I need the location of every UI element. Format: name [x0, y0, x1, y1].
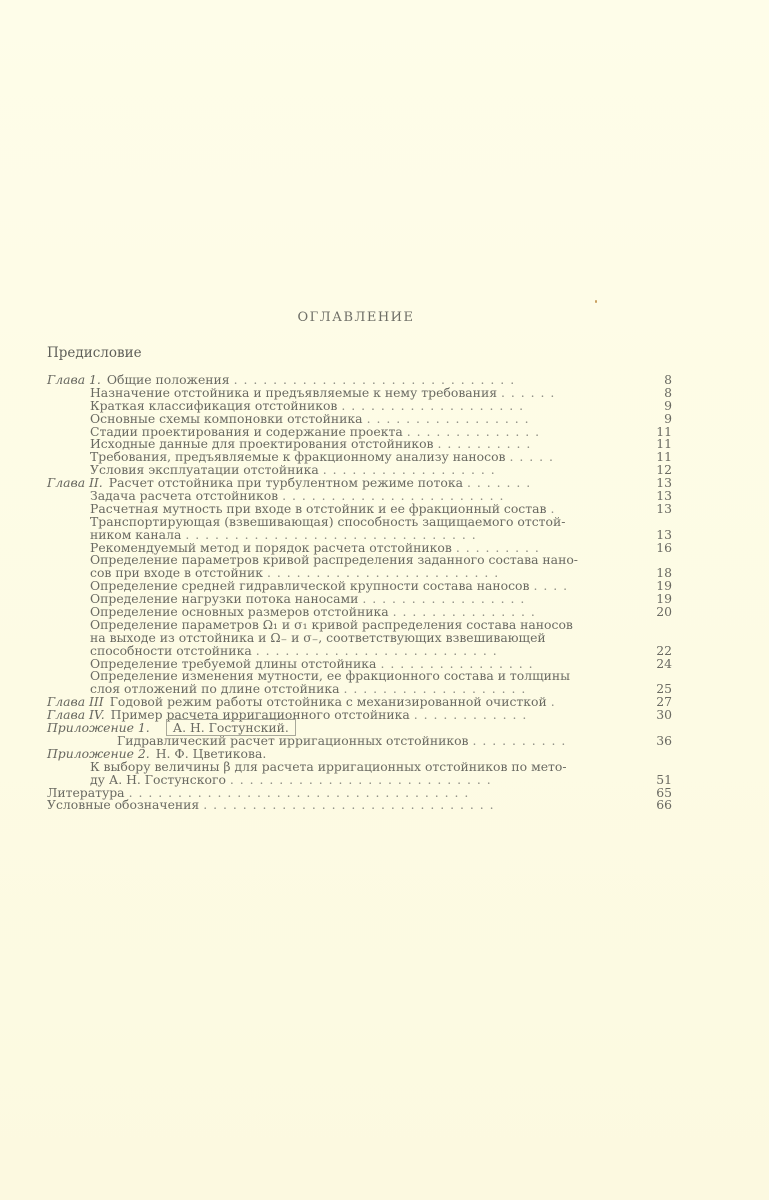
- toc-entry: [47, 799, 672, 812]
- toc-leader-dots: . . . . . . . . . .: [472, 732, 567, 748]
- toc-leader-dots: . . . . . . . . .: [455, 539, 540, 555]
- toc-page-number: 18: [656, 565, 672, 581]
- toc-leader-dots: . . . . . . . . . . . . . . . . . . . . . . .: [282, 488, 505, 504]
- toc-page-number: 65: [656, 784, 672, 800]
- toc-entry-title: ником канала: [90, 526, 182, 542]
- toc-entry-title: Исходные данные для проектирования отстойников: [90, 436, 434, 452]
- toc-chapter-label: Глава III: [47, 694, 104, 710]
- toc-entry-title: на выходе из отстойника и Ω₋ и σ₋, соответствующих взвешивающей: [90, 629, 546, 645]
- toc-leader-dots: . . . . . .: [501, 384, 556, 400]
- toc-entry-title: Расчетная мутность при входе в отстойник и ее фракционный состав: [90, 500, 547, 516]
- toc-leader-dots: .: [550, 500, 556, 516]
- toc-entry-title: Краткая классификация отстойников: [90, 397, 338, 413]
- toc-entry-title: Определение нагрузки потока наносами: [90, 591, 359, 607]
- toc-entry-title: Определение средней гидравлической крупности состава наносов: [90, 578, 530, 594]
- toc-page-number: 30: [656, 707, 672, 723]
- toc-page-number: 8: [664, 372, 672, 387]
- toc-entry-title: Определение основных размеров отстойника: [90, 604, 389, 620]
- toc-entry-title: Определение изменения мутности, ее фракционного состава и толщины: [90, 668, 570, 684]
- toc-page-number: 13: [656, 500, 672, 516]
- toc-page-number: 13: [656, 526, 672, 542]
- toc-entry-title: сов при входе в отстойник: [90, 565, 264, 581]
- toc-page-number: 11: [656, 449, 672, 465]
- toc-leader-dots: . . . . . . . . . . . . . .: [406, 423, 541, 439]
- toc-entry-text: [47, 799, 495, 812]
- toc-page-number: 19: [656, 591, 672, 607]
- toc-leader-dots: . . . . . . . . . . . . . . . . . . . . . . . . . . . . . .: [185, 526, 477, 542]
- toc-chapter-label: Приложение 2.: [47, 745, 150, 761]
- toc-leader-dots: . . . . . . . . . . . . . . . . . . . . . . . . . . . . .: [233, 372, 516, 387]
- toc-leader-dots: . . . . . . . . . . . .: [413, 707, 528, 723]
- toc-page-number: 22: [656, 642, 672, 658]
- toc-preface: Предисловие: [47, 345, 142, 361]
- toc-leader-dots: . . . . . . .: [466, 475, 532, 491]
- toc-entry-title: Расчет отстойника при турбулентном режиме потока: [108, 475, 463, 491]
- toc-title: ОГЛАВЛЕНИЕ: [297, 310, 415, 325]
- toc-leader-dots: . . . . . . . . . . . . . . . . . . . . . . . . . . . . . . . . . . .: [128, 784, 470, 800]
- toc-page-number: 19: [656, 578, 672, 594]
- toc-page-number: 12: [656, 462, 672, 478]
- toc-leader-dots: . . . .: [533, 578, 569, 594]
- toc-entry-title: Н. Ф. Цветикова.: [155, 745, 267, 761]
- toc-entry-title: Рекомендуемый метод и порядок расчета отстойников: [90, 539, 452, 555]
- toc-leader-dots: . . . . . . . . . . . . . . . . . . . . . . . . . . . . . .: [203, 797, 495, 813]
- toc-entry-title: Транспортирующая (взвешивающая) способность защищаемого отстой-: [90, 513, 566, 529]
- toc-leader-dots: . . . . . . . . . . . . . . . . . . .: [343, 681, 527, 697]
- toc-page-number: 36: [656, 732, 672, 748]
- toc-entry-title: Стадии проектирования и содержание проекта: [90, 423, 403, 439]
- toc-entry-title: Пример расчета ирригационного отстойника: [110, 707, 410, 723]
- toc-leader-dots: . . . . . . . . . . . . . . . .: [380, 655, 534, 671]
- toc-page-number: 51: [656, 771, 672, 787]
- toc-page-number: 11: [656, 423, 672, 439]
- toc-page-number: 11: [656, 436, 672, 452]
- toc-page-number: 27: [656, 694, 672, 710]
- toc-page-number: 66: [656, 797, 672, 813]
- toc-page-number: 13: [656, 475, 672, 491]
- toc-page-number: 13: [656, 488, 672, 504]
- paper-speck: [595, 300, 597, 303]
- toc-chapter-label: Приложение 1.: [47, 720, 150, 736]
- toc-entry-title: Задача расчета отстойников: [90, 488, 279, 504]
- toc-chapter-label: Глава 1.: [47, 372, 101, 387]
- toc-leader-dots: . . . . . . . . . . . . . . . . . . . . . . . .: [267, 565, 500, 581]
- toc-entry-title: Гидравлический расчет ирригационных отстойников: [117, 732, 469, 748]
- toc-page-number: 9: [664, 397, 672, 413]
- toc-leader-dots: . . . . . . . . . .: [437, 436, 532, 452]
- toc-entry-title: Назначение отстойника и предъявляемые к нему требования: [90, 384, 498, 400]
- toc-entry-title: Условия эксплуатации отстойника: [90, 462, 319, 478]
- toc-entry-title: Определение требуемой длины отстойника: [90, 655, 377, 671]
- toc-page-number: 24: [656, 655, 672, 671]
- toc-entry-title: ду А. Н. Гостунского: [90, 771, 226, 787]
- toc-page-number: 9: [664, 410, 672, 426]
- toc-page-number: 25: [656, 681, 672, 697]
- toc-entry-title: А. Н. Гостунский.: [166, 719, 296, 736]
- toc-chapter-label: Глава IV.: [47, 707, 105, 723]
- toc-page-number: 8: [664, 384, 672, 400]
- toc-entry-title: К выбору величины β для расчета ирригационных отстойников по мето-: [90, 758, 567, 774]
- toc-entry-title: Условные обозначения: [47, 797, 200, 813]
- toc-leader-dots: . . . . . . . . . . . . . . . . . . .: [341, 397, 525, 413]
- table-of-contents: [47, 374, 672, 812]
- toc-entry-title: Годовой режим работы отстойника с механизированной очисткой: [109, 694, 547, 710]
- toc-chapter-label: Глава II.: [47, 475, 103, 491]
- toc-entry-title: слоя отложений по длине отстойника: [90, 681, 340, 697]
- toc-entry-title: Основные схемы компоновки отстойника: [90, 410, 363, 426]
- toc-entry-title: Литература: [47, 784, 125, 800]
- toc-page-number: 20: [656, 604, 672, 620]
- toc-entry-title: Определение параметров Ω₁ и σ₁ кривой распределения состава наносов: [90, 616, 573, 632]
- toc-leader-dots: . . . . . . . . . . . . . . .: [392, 604, 536, 620]
- toc-leader-dots: . . . . . . . . . . . . . . . . .: [366, 410, 530, 426]
- toc-leader-dots: . . . . . . . . . . . . . . . . . . . . . . . . .: [255, 642, 498, 658]
- toc-page-number: 16: [656, 539, 672, 555]
- toc-leader-dots: . . . . . . . . . . . . . . . . . . . . . . . . . . .: [229, 771, 492, 787]
- toc-leader-dots: . . . . . . . . . . . . . . . . . .: [322, 462, 496, 478]
- toc-entry-title: Общие положения: [106, 372, 230, 387]
- toc-entry-title: Требования, предъявляемые к фракционному анализу наносов: [90, 449, 506, 465]
- toc-leader-dots: . . . . . . . . . . . . . . . . .: [362, 591, 526, 607]
- toc-entry-title: способности отстойника: [90, 642, 252, 658]
- toc-leader-dots: . . . . .: [509, 449, 554, 465]
- toc-entry-title: Определение параметров кривой распределения заданного состава нано-: [90, 552, 578, 568]
- toc-leader-dots: .: [550, 694, 556, 710]
